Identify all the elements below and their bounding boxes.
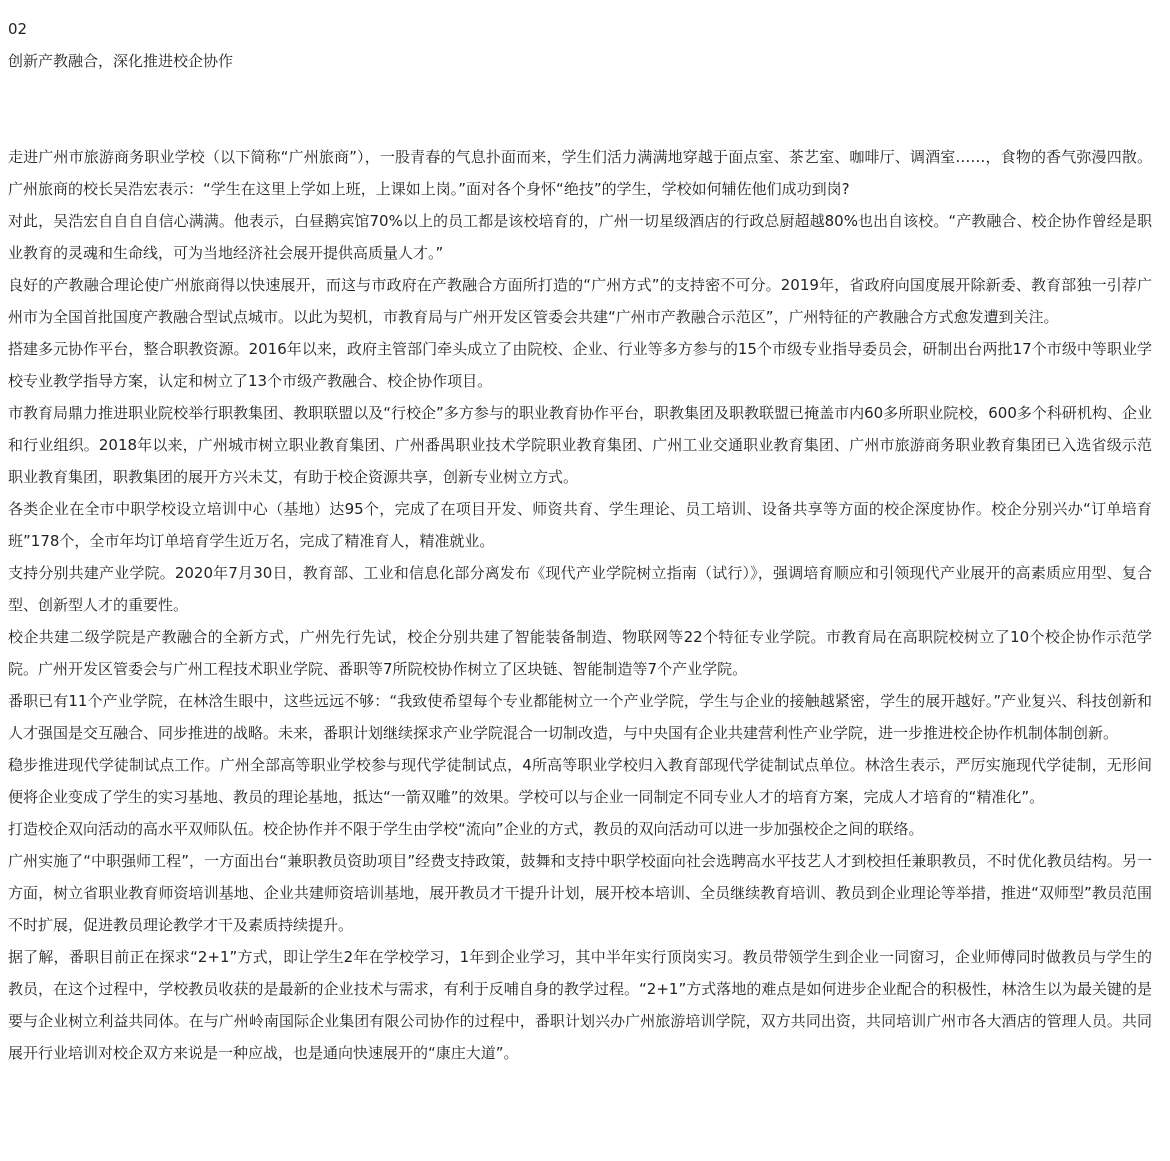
section-number: 02 [8, 20, 28, 38]
paragraph: 据了解，番职目前正在探求“2+1”方式，即让学生2年在学校学习，1年到企业学习，其中半年实行顶岗实习。教员带领学生到企业一同窗习，企业师傅同时做教员与学生的教员，在这个过程中，学校教员收获的是最新的企业技术与需求，有利于反哺自身的教学过程。“2+1”方式落地的难点是如何进步企业配合的积极性，林浛生以为最关键的是要与企业树立利益共同体。在与广州岭南国际企业集团有限公司协作的过程中，番职计划兴办广州旅游培训学院，双方共同出资，共同培训广州市各大酒店的管理人员。共同展开行业培训对校企双方来说是一种应战，也是通向快速展开的“康庄大道”。 [8, 948, 1152, 1062]
paragraph: 广州实施了“中职强师工程”，一方面出台“兼职教员资助项目”经费支持政策，鼓舞和支持中职学校面向社会选聘高水平技艺人才到校担任兼职教员，不时优化教员结构。另一方面，树立省职业教育师资培训基地、企业共建师资培训基地，展开教员才干提升计划，展开校本培训、全员继续教育培训、教员到企业理论等举措，推进“双师型”教员范围不时扩展，促进教员理论教学才干及素质持续提升。 [8, 852, 1152, 934]
paragraph: 良好的产教融合理论使广州旅商得以快速展开，而这与市政府在产教融合方面所打造的“广州方式”的支持密不可分。2019年，省政府向国度展开除新委、教育部独一引荐广州市为全国首批国度产教融合型试点城市。以此为契机，市教育局与广州开发区管委会共建“广州市产教融合示范区”，广州特征的产教融合方式愈发遭到关注。 [8, 276, 1152, 326]
paragraph: 对此，吴浩宏自自自自信心满满。他表示，白昼鹅宾馆70%以上的员工都是该校培育的，广州一切星级酒店的行政总厨超越80%也出自该校。“产教融合、校企协作曾经是职业教育的灵魂和生命线，可为当地经济社会展开提供高质量人才。” [8, 212, 1152, 262]
paragraph: 番职已有11个产业学院，在林浛生眼中，这些远远不够：“我致使希望每个专业都能树立一个产业学院，学生与企业的接触越紧密，学生的展开越好。”产业复兴、科技创新和人才强国是交互融合、同步推进的战略。未来，番职计划继续探求产业学院混合一切制改造，与中央国有企业共建营利性产业学院，进一步推进校企协作机制体制创新。 [8, 692, 1152, 742]
paragraph: 搭建多元协作平台，整合职教资源。2016年以来，政府主管部门牵头成立了由院校、企业、行业等多方参与的15个市级专业指导委员会，研制出台两批17个市级中等职业学校专业教学指导方案，认定和树立了13个市级产教融合、校企协作项目。 [8, 340, 1152, 390]
paragraph: 各类企业在全市中职学校设立培训中心（基地）达95个，完成了在项目开发、师资共育、学生理论、员工培训、设备共享等方面的校企深度协作。校企分别兴办“订单培育班”178个，全市年均订单培育学生近万名，完成了精准育人，精准就业。 [8, 500, 1152, 550]
paragraph: 支持分别共建产业学院。2020年7月30日，教育部、工业和信息化部分离发布《现代产业学院树立指南（试行）》，强调培育顺应和引领现代产业展开的高素质应用型、复合型、创新型人才的重要性。 [8, 564, 1152, 614]
article-body [8, 141, 1152, 1069]
paragraph: 走进广州市旅游商务职业学校（以下简称“广州旅商”），一股青春的气息扑面而来，学生们活力满满地穿越于面点室、茶艺室、咖啡厅、调酒室……，食物的香气弥漫四散。广州旅商的校长吴浩宏表示：“学生在这里上学如上班，上课如上岗。”面对各个身怀“绝技”的学生，学校如何辅佐他们成功到岗? [8, 148, 1152, 198]
paragraph: 市教育局鼎力推进职业院校举行职教集团、教职联盟以及“行校企”多方参与的职业教育协作平台，职教集团及职教联盟已掩盖市内60多所职业院校，600多个科研机构、企业和行业组织。2018年以来，广州城市树立职业教育集团、广州番禺职业技术学院职业教育集团、广州工业交通职业教育集团、广州市旅游商务职业教育集团已入选省级示范职业教育集团，职教集团的展开方兴未艾，有助于校企资源共享，创新专业树立方式。 [8, 404, 1152, 486]
paragraph: 稳步推进现代学徒制试点工作。广州全部高等职业学校参与现代学徒制试点，4所高等职业学校归入教育部现代学徒制试点单位。林浛生表示，严厉实施现代学徒制，无形间便将企业变成了学生的实习基地、教员的理论基地，抵达“一箭双雕”的效果。学校可以与企业一同制定不同专业人才的培育方案，完成人才培育的“精准化”。 [8, 756, 1152, 806]
section-title: 创新产教融合，深化推进校企协作 [8, 52, 234, 70]
paragraph: 校企共建二级学院是产教融合的全新方式，广州先行先试，校企分别共建了智能装备制造、物联网等22个特征专业学院。市教育局在高职院校树立了10个校企协作示范学院。广州开发区管委会与广州工程技术职业学院、番职等7所院校协作树立了区块链、智能制造等7个产业学院。 [8, 628, 1152, 678]
paragraph: 打造校企双向活动的高水平双师队伍。校企协作并不限于学生由学校“流向”企业的方式，教员的双向活动可以进一步加强校企之间的联络。 [8, 820, 924, 838]
